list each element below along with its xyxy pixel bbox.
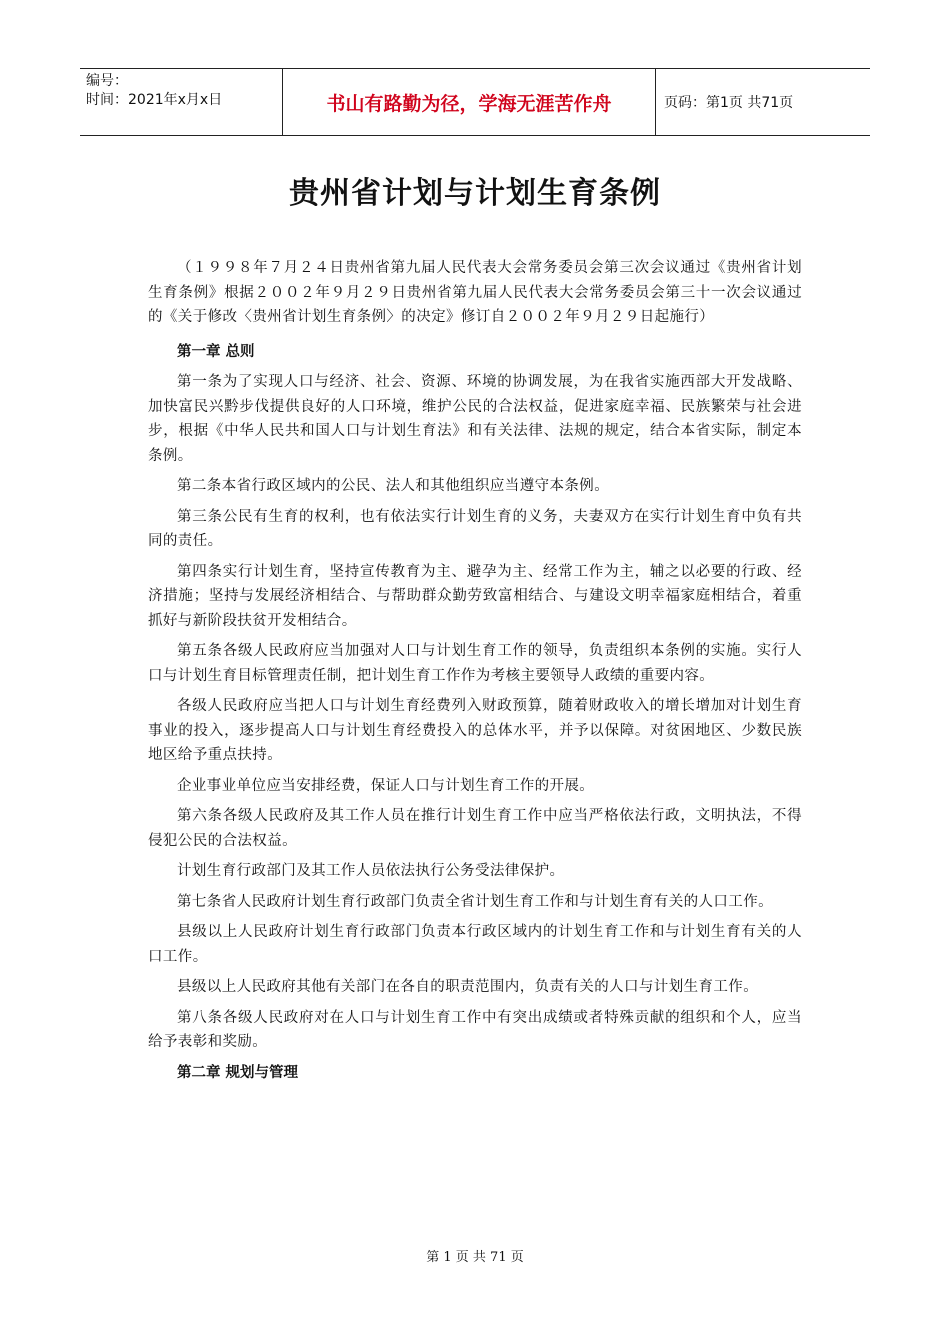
document-body <box>148 256 802 1091</box>
time-label: 时间：2021年x月x日 <box>86 92 223 108</box>
paragraph: 县级以上人民政府其他有关部门在各自的职责范围内，负责有关的人口与计划生育工作。 <box>177 979 759 995</box>
page-header <box>80 68 870 136</box>
chapter-heading: 第二章 规划与管理 <box>177 1064 299 1081</box>
header-page-info: 页码：第1页 共71页 <box>664 95 794 111</box>
header-meta <box>80 69 282 135</box>
paragraph: 企业事业单位应当安排经费，保证人口与计划生育工作的开展。 <box>177 777 595 794</box>
paragraph: 第三条公民有生育的权利，也有依法实行计划生育的义务，夫妻双方在实行计划生育中负有共同的责任。 <box>148 508 802 549</box>
paragraph: 第八条各级人民政府对在人口与计划生育工作中有突出成绩或者特殊贡献的组织和个人，应当给予表彰和奖励。 <box>148 1009 802 1050</box>
paragraph: 计划生育行政部门及其工作人员依法执行公务受法律保护。 <box>177 863 565 879</box>
preface: （１９９８年７月２４日贵州省第九届人民代表大会常务委员会第三次会议通过《贵州省计划生育条例》根据２００２年９月２９日贵州省第九届人民代表大会常务委员会第三十一次会议通过的《关于修改〈贵州省计划生育条例〉的决定》修订自２００２年９月２９日起施行） <box>148 260 802 325</box>
paragraph: 第二条本省行政区域内的公民、法人和其他组织应当遵守本条例。 <box>177 478 610 494</box>
chapter-heading: 第一章 总则 <box>177 343 255 360</box>
page-footer: 第 1 页 共 71 页 <box>426 1250 524 1265</box>
number-label: 编号： <box>86 73 128 89</box>
document-title: 贵州省计划与计划生育条例 <box>289 176 661 211</box>
paragraph: 县级以上人民政府计划生育行政部门负责本行政区域内的计划生育工作和与计划生育有关的人口工作。 <box>148 924 802 965</box>
paragraph: 第六条各级人民政府及其工作人员在推行计划生育工作中应当严格依法行政，文明执法，不得侵犯公民的合法权益。 <box>148 808 802 849</box>
paragraph: 第五条各级人民政府应当加强对人口与计划生育工作的领导，负责组织本条例的实施。实行人口与计划生育目标管理责任制，把计划生育工作作为考核主要领导人政绩的重要内容。 <box>148 643 802 684</box>
paragraph: 第一条为了实现人口与经济、社会、资源、环境的协调发展，为在我省实施西部大开发战略、加快富民兴黔步伐提供良好的人口环境，维护公民的合法权益，促进家庭幸福、民族繁荣与社会进步，根据《中华人民共和国人口与计划生育法》和有关法律、法规的规定，结合本省实际，制定本条例。 <box>148 374 802 464</box>
paragraph: 第四条实行计划生育，坚持宣传教育为主、避孕为主、经常工作为主，辅之以必要的行政、经济措施；坚持与发展经济相结合、与帮助群众勤劳致富相结合、与建设文明幸福家庭相结合，着重抓好与新阶段扶贫开发相结合。 <box>148 563 802 629</box>
paragraph: 各级人民政府应当把人口与计划生育经费列入财政预算，随着财政收入的增长增加对计划生育事业的投入，逐步提高人口与计划生育经费投入的总体水平，并予以保障。对贫困地区、少数民族地区给予重点扶持。 <box>148 698 802 763</box>
paragraph: 第七条省人民政府计划生育行政部门负责全省计划生育工作和与计划生育有关的人口工作。 <box>177 893 773 910</box>
header-motto: 书山有路勤为径，学海无涯苦作舟 <box>282 69 656 135</box>
